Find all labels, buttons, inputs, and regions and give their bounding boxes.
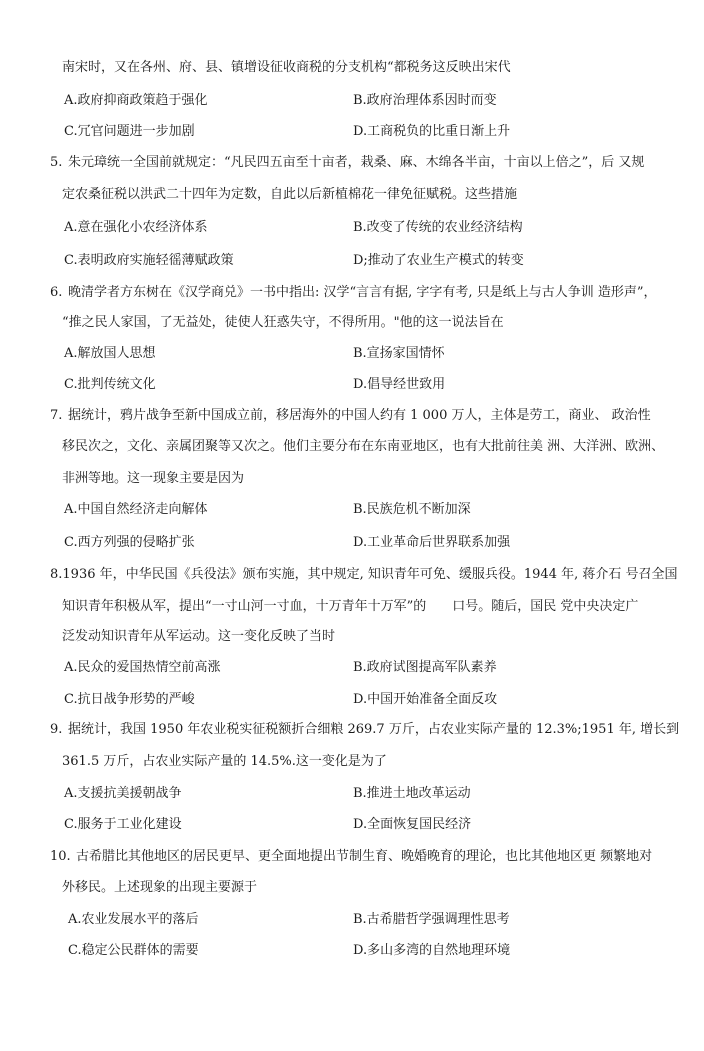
q5-option-a: A.意在强化小农经济体系 <box>64 220 208 235</box>
q10-option-c: C.稳定公民群体的需要 <box>68 943 199 958</box>
q5-number: 5. <box>50 155 63 170</box>
q9-option-a: A.支援抗美援朝战争 <box>64 786 182 801</box>
q8-option-b: B.政府试图提高军队素养 <box>353 660 497 675</box>
q5-stem-line-1 <box>50 153 670 173</box>
q6-option-d: D.倡导经世致用 <box>353 377 446 392</box>
q7-number: 7. <box>50 408 63 423</box>
q6-option-c: C.批判传统文化 <box>64 377 156 392</box>
q8-stem-line-1: 8.1936 年，中华民国《兵役法》颁布实施，其中规定, 知识青年可免、缓服兵役。1944 年, 蒋介石 号召全国 <box>50 567 678 582</box>
q4-option-d: D.工商税负的比重日渐上升 <box>353 124 511 139</box>
q5-option-c: C.表明政府实施轻徭薄赋政策 <box>64 253 234 268</box>
q7-text-1: 据统计，鸦片战争至新中国成立前，移居海外的中国人约有 1 000 万人，主体是劳工，商业、 政治性 <box>68 408 651 423</box>
q10-number: 10. <box>50 849 71 864</box>
q5-option-d: D;推动了农业生产模式的转变 <box>353 253 524 268</box>
q4-option-c: C.冗官问题进一步加剧 <box>64 124 195 139</box>
q7-option-b: B.民族危机不断加深 <box>353 502 471 517</box>
q7-stem-line-2: 移民次之，文化、亲属团聚等又次之。他们主要分布在东南亚地区，也有大批前往美 洲、大洋洲、欧洲、 <box>62 439 665 454</box>
q5-option-b: B.改变了传统的农业经济结构 <box>353 220 523 235</box>
q7-option-d: D.工业革命后世界联系加强 <box>353 535 511 550</box>
q10-text-1: 古希腊比其他地区的居民更早、更全面地提出节制生育、晚婚晚育的理论，也比其他地区更 频繁地对 <box>76 849 653 864</box>
q4-option-b: B.政府治理体系因时而变 <box>353 93 497 108</box>
q6-number: 6. <box>50 285 63 300</box>
q8-option-d: D.中国开始准备全面反攻 <box>353 692 498 707</box>
q10-stem-line-1 <box>50 847 670 867</box>
q8-option-c: C.抗日战争形势的严峻 <box>64 692 195 707</box>
q10-option-d: D.多山多湾的自然地理环境 <box>353 943 511 958</box>
q6-stem-line-2: “推之民人家国，了无益处，徒使人狂惑失守，不得所用。"他的这一说法旨在 <box>62 315 504 330</box>
q6-stem-line-1 <box>50 283 670 303</box>
q5-stem-line-2: 定农桑征税以洪武二十四年为定数，自此以后新植棉花一律免征赋税。这些措施 <box>62 187 518 202</box>
q7-stem-line-1 <box>50 406 670 426</box>
q9-option-b: B.推进土地改革运动 <box>353 786 471 801</box>
q6-option-a: A.解放国人思想 <box>64 346 156 361</box>
q8-stem-line-2: 知识青年积极从军，提出“一寸山河一寸血，十万青年十万军”的 口号。随后，国民 党中央决定广 <box>62 599 639 614</box>
q7-option-c: C.西方列强的侵略扩张 <box>64 535 195 550</box>
q5-text-1: 朱元璋统一全国前就规定：“凡民四五亩至十亩者，栽桑、麻、木绵各半亩，十亩以上倍之”，后 又规 <box>68 155 645 170</box>
q10-option-b: B.古希腊哲学强调理性思考 <box>353 912 510 927</box>
q4-option-a: A.政府抑商政策趋于强化 <box>64 93 208 108</box>
q4-stem-line: 南宋时，又在各州、府、县、镇增设征收商税的分支机构“都税务这反映出宋代 <box>62 60 511 75</box>
q9-number: 9. <box>50 722 63 737</box>
q9-option-d: D.全面恢复国民经济 <box>353 817 472 832</box>
q9-option-c: C.服务于工业化建设 <box>64 817 182 832</box>
q7-option-a: A.中国自然经济走向解体 <box>64 502 208 517</box>
q10-stem-line-2: 外移民。上述现象的出现主要源于 <box>62 880 258 895</box>
q9-stem-line-2: 361.5 万斤，占农业实际产量的 14.5%.这一变化是为了 <box>62 754 387 769</box>
q9-stem-line-1 <box>50 720 680 740</box>
q6-option-b: B.宣扬家国情怀 <box>353 346 445 361</box>
q8-option-a: A.民众的爱国热情空前高涨 <box>64 660 221 675</box>
q7-stem-line-3: 非洲等地。这一现象主要是因为 <box>62 471 245 486</box>
q6-text-1: 晚清学者方东树在《汉学商兑》一书中指出: 汉学“言言有据, 字字有考, 只是纸上与古人争训 造形声”， <box>68 285 657 300</box>
q9-text-1: 据统计，我国 1950 年农业税实征税额折合细粮 269.7 万斤，占农业实际产量的 12.3%;1951 年, 增长到 <box>68 722 680 737</box>
q8-stem-line-3: 泛发动知识青年从军运动。这一变化反映了当时 <box>62 629 336 644</box>
q10-option-a: A.农业发展水平的落后 <box>68 912 199 927</box>
